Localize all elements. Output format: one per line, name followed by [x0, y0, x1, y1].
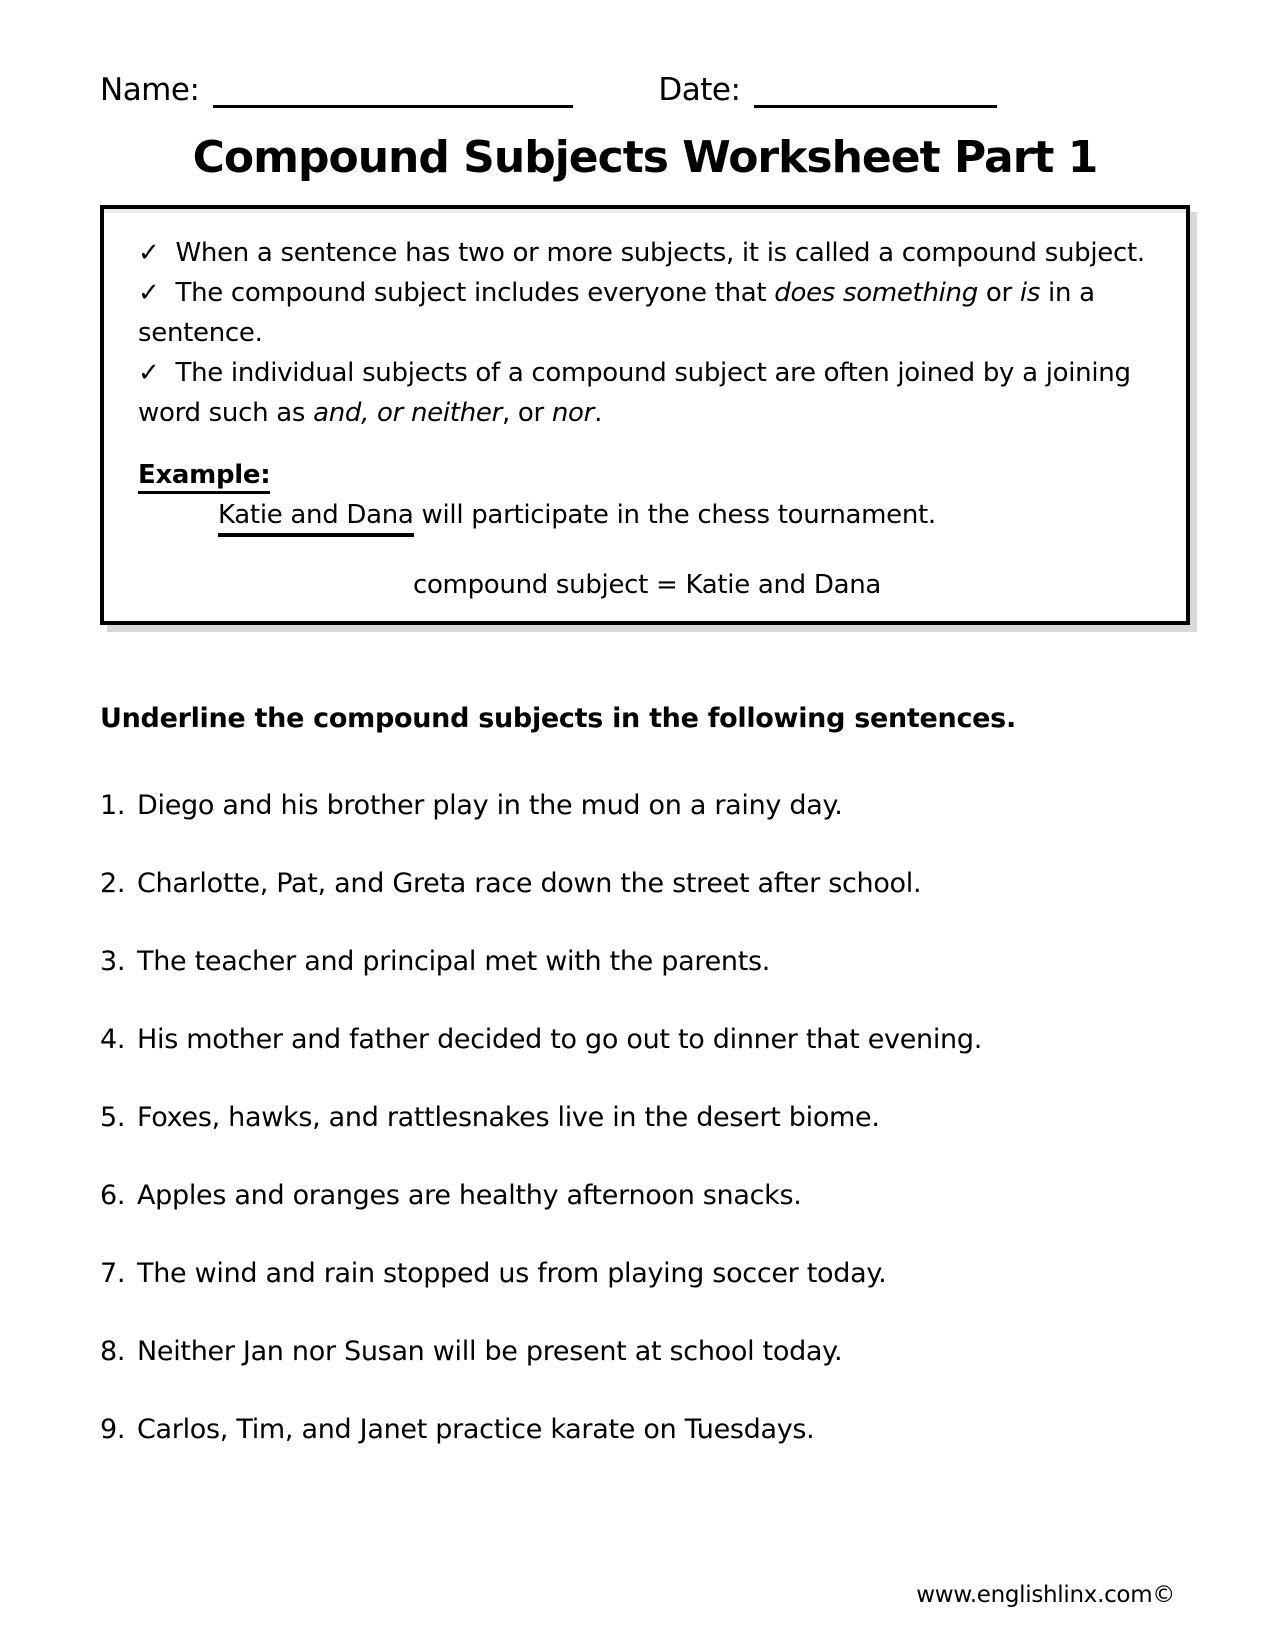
- example-sentence-rest: will participate in the chess tournament.: [413, 500, 936, 530]
- sentence-text: His mother and father decided to go out to dinner that evening.: [137, 1024, 982, 1055]
- sentence-number: 5.: [100, 1102, 126, 1133]
- sentence-row: [100, 942, 1190, 982]
- sentence-number: 8.: [100, 1336, 126, 1367]
- sentence-list: [100, 786, 1190, 1450]
- rule-text: or: [977, 278, 1020, 308]
- sentence-number: 1.: [100, 790, 126, 821]
- rule-italic: does something: [774, 278, 978, 308]
- sentence-number: 7.: [100, 1258, 126, 1289]
- rule-italic: nor: [551, 398, 595, 428]
- rule-text: , or: [501, 398, 552, 428]
- checkmark-icon: ✓: [138, 278, 160, 308]
- page-title: Compound Subjects Worksheet Part 1: [192, 132, 1098, 183]
- example-answer: compound subject = Katie and Dana: [412, 570, 882, 600]
- example-heading: [138, 455, 1156, 495]
- rule-text: The individual subjects of a compound subject are often joined by a joining word such as: [138, 358, 1131, 428]
- sentence-row: [100, 864, 1190, 904]
- sentence-text: The wind and rain stopped us from playing soccer today.: [137, 1258, 887, 1289]
- rule-text: When a sentence has two or more subjects, it is called a compound subject.: [175, 238, 1145, 268]
- rule-italic: is: [1019, 278, 1041, 308]
- rule-bullet-1: [138, 233, 1156, 273]
- sentence-row: [100, 786, 1190, 826]
- sentence-text: Charlotte, Pat, and Greta race down the street after school.: [137, 868, 922, 899]
- header: [100, 72, 1190, 108]
- sentence-row: [100, 1098, 1190, 1138]
- name-blank-line: [213, 96, 573, 108]
- sentence-text: Foxes, hawks, and rattlesnakes live in the desert biome.: [137, 1102, 880, 1133]
- name-label: Name:: [100, 72, 200, 108]
- sentence-row: [100, 1254, 1190, 1294]
- exercise-instruction: Underline the compound subjects in the following sentences.: [100, 703, 1016, 734]
- sentence-text: Diego and his brother play in the mud on a rainy day.: [137, 790, 843, 821]
- sentence-number: 4.: [100, 1024, 126, 1055]
- rule-bullet-2: [138, 273, 1156, 353]
- rule-bullet-3: [138, 353, 1156, 433]
- example-sentence: [218, 495, 1156, 535]
- sentence-number: 3.: [100, 946, 126, 977]
- footer-site-url: www.englishlinx.com©: [916, 1582, 1175, 1608]
- sentence-row: [100, 1020, 1190, 1060]
- rules-box: [100, 205, 1190, 625]
- sentence-text: Apples and oranges are healthy afternoon snacks.: [137, 1180, 802, 1211]
- example-compound-subject: Katie and Dana: [218, 500, 414, 537]
- sentence-text: Carlos, Tim, and Janet practice karate on Tuesdays.: [137, 1414, 815, 1445]
- example-heading-text: Example:: [138, 460, 270, 494]
- sentence-number: 6.: [100, 1180, 126, 1211]
- sentence-row: [100, 1332, 1190, 1372]
- date-label: Date:: [658, 72, 741, 108]
- sentence-text: The teacher and principal met with the parents.: [137, 946, 771, 977]
- sentence-row: [100, 1410, 1190, 1450]
- sentence-number: 9.: [100, 1414, 126, 1445]
- rule-text: in a sentence.: [138, 278, 1095, 348]
- name-field: [100, 72, 573, 108]
- sentence-number: 2.: [100, 868, 126, 899]
- rule-italic: and, or neither: [313, 398, 502, 428]
- rule-text: The compound subject includes everyone that: [175, 278, 775, 308]
- checkmark-icon: ✓: [138, 238, 160, 268]
- date-blank-line: [754, 96, 997, 108]
- sentence-row: [100, 1176, 1190, 1216]
- date-field: [658, 72, 997, 108]
- rule-text: .: [594, 398, 603, 428]
- checkmark-icon: ✓: [138, 358, 160, 388]
- sentence-text: Neither Jan nor Susan will be present at school today.: [137, 1336, 843, 1367]
